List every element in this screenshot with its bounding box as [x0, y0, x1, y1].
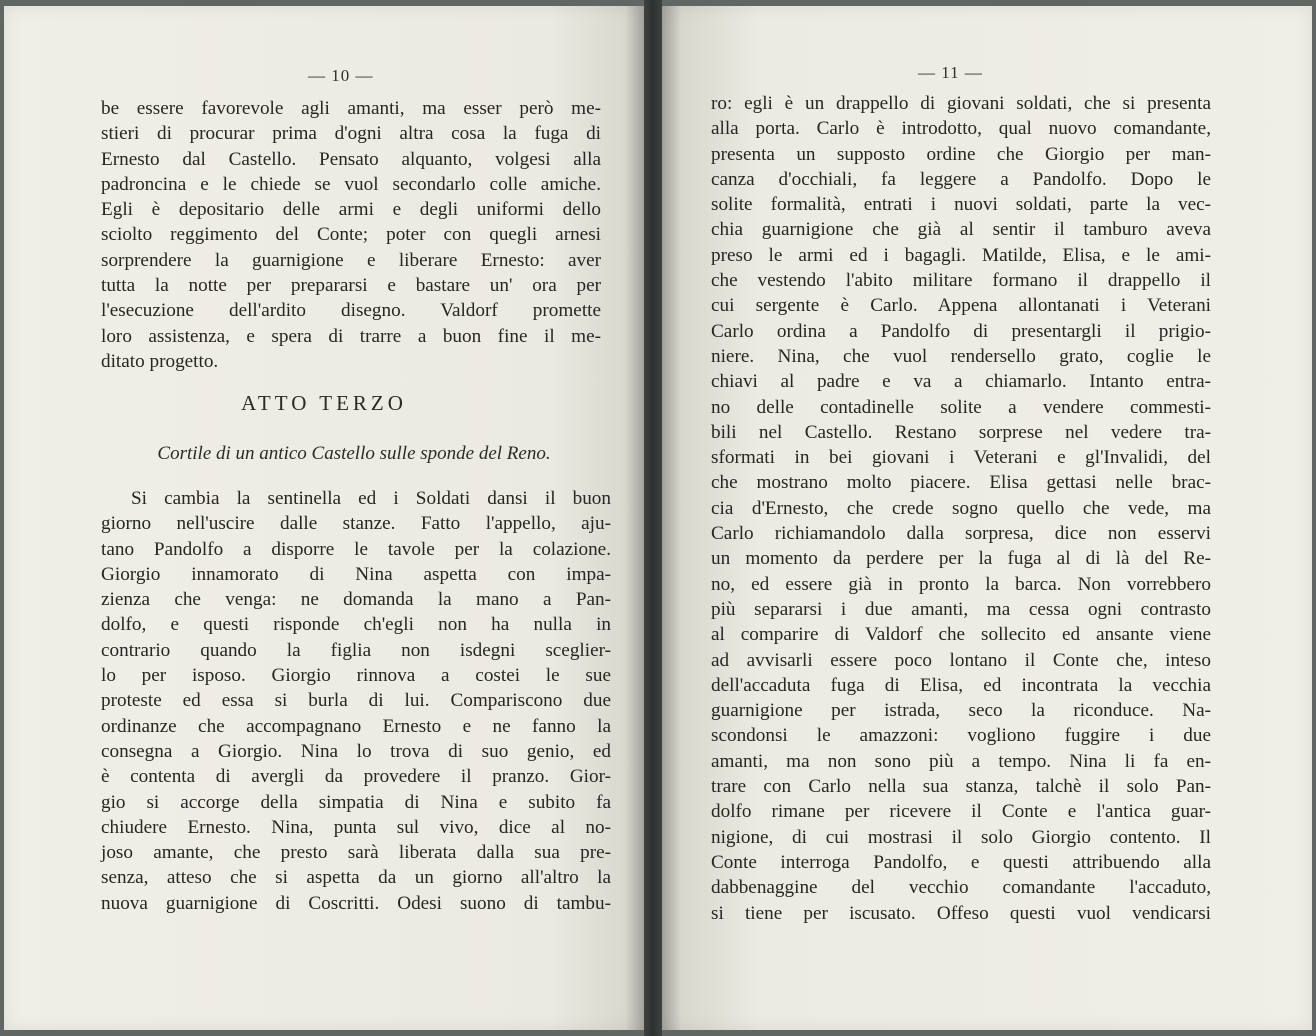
- text-line: che vestendo l'abito militare formano il drappello il: [711, 270, 1211, 292]
- text-line: dolfo rimane per ricevere il Conte e l'antica guar-: [711, 801, 1211, 823]
- text-line: si tiene per iscusato. Offeso questi vuol vendicarsi: [711, 902, 1211, 924]
- text-line: consegna a Giorgio. Nina lo trova di suo genio, ed: [101, 740, 611, 762]
- text-line: proteste ed essa si burla di lui. Compariscono due: [101, 690, 611, 712]
- text-line: sorprendere la guarnigione e liberare Ernesto: aver: [101, 249, 601, 271]
- text-line: che mostrano molto piacere. Elisa gettasi nelle brac-: [711, 472, 1211, 494]
- text-line: Carlo ordina a Pandolfo di presentargli il prigio-: [711, 320, 1211, 342]
- text-line: amanti, ma non sono più a tempo. Nina li fa en-: [711, 750, 1211, 772]
- text-line: cia d'Ernesto, che crede sogno quello che vede, ma: [711, 497, 1211, 519]
- left-page: [4, 6, 644, 1030]
- text-line: più separarsi i due amanti, ma cessa ogni contrasto: [711, 598, 1211, 620]
- right-page: [662, 6, 1312, 1030]
- book-gutter: [644, 0, 662, 1036]
- text-line: niere. Nina, che vuol rendersello grato, coglie le: [711, 345, 1211, 367]
- scene-description: Cortile di un antico Castello sulle sponde del Reno.: [157, 443, 551, 464]
- text-line: ditato progetto.: [101, 350, 219, 372]
- text-line: ad avvisarli essere poco lontano il Conte che, inteso: [711, 649, 1211, 671]
- text-line: sciolto reggimento del Conte; poter con quegli arnesi: [101, 224, 601, 246]
- text-line: tano Pandolfo a disporre le tavole per la colazione.: [101, 538, 611, 560]
- text-line: bili nel Castello. Restano sorprese nel vedere tra-: [711, 421, 1211, 443]
- text-line: al comparire di Valdorf che sollecito ed ansante viene: [711, 624, 1211, 646]
- text-line: sformati in bei giovani i Veterani e gl'Invalidi, del: [711, 447, 1211, 469]
- paragraph-intro: [101, 96, 601, 374]
- page-number-left: — 10 —: [308, 66, 374, 85]
- act-title: ATTO TERZO: [241, 391, 407, 415]
- text-line: cui sergente è Carlo. Appena allontanati i Veterani: [711, 295, 1211, 317]
- text-line: joso amante, che presto sarà liberata dalla sua pre-: [101, 842, 611, 864]
- text-line: guarnigione per istrada, seco la riconduce. Na-: [711, 700, 1211, 722]
- text-line: Egli è depositario delle armi e degli uniformi dello: [101, 199, 601, 221]
- text-line: dell'accaduta fuga di Elisa, ed incontrata la vecchia: [711, 674, 1211, 696]
- text-line: canza d'occhiali, fa leggere a Pandolfo. Dopo le: [711, 168, 1211, 190]
- text-line: Carlo richiamandolo dalla sorpresa, dice non esservi: [711, 523, 1211, 545]
- text-line: giorno nell'uscire dalle stanze. Fatto l'appello, aju-: [101, 513, 611, 535]
- text-line: no delle contadinelle solite a vendere commesti-: [711, 396, 1211, 418]
- text-line: Si cambia la sentinella ed i Soldati dansi il buon: [131, 488, 611, 509]
- text-line: Ernesto dal Castello. Pensato alquanto, volgesi alla: [101, 148, 601, 170]
- text-line: Giorgio innamorato di Nina aspetta con impa-: [101, 563, 611, 585]
- text-line: nuova guarnigione di Coscritti. Odesi suono di tambu-: [101, 892, 611, 914]
- text-line: padroncina e le chiede se vuol secondarlo colle amiche.: [101, 173, 601, 195]
- text-line: l'esecuzione dell'ardito disegno. Valdorf promette: [101, 300, 601, 322]
- text-line: loro assistenza, e spera di trarre a buon fine il me-: [101, 325, 601, 347]
- text-line: dolfo, e questi risponde ch'egli non ha nulla in: [101, 614, 611, 636]
- text-line: dabbenaggine del vecchio comandante l'accaduto,: [711, 877, 1211, 899]
- text-line: gio si accorge della simpatia di Nina e subito fa: [101, 791, 611, 813]
- text-line: scondonsi le amazzoni: vogliono fuggire i due: [711, 725, 1211, 747]
- paragraph-act-three: [101, 486, 611, 916]
- text-line: chiavi al padre e va a chiamarlo. Intanto entra-: [711, 371, 1211, 393]
- text-line: Conte interroga Pandolfo, e questi attribuendo alla: [711, 851, 1211, 873]
- text-line: alla porta. Carlo è introdotto, qual nuovo comandante,: [711, 118, 1211, 140]
- text-line: no, ed essere già in pronto la barca. Non vorrebbero: [711, 573, 1211, 595]
- text-line: tutta la notte per prepararsi e bastare un' ora per: [101, 275, 601, 297]
- text-line: ro: egli è un drappello di giovani soldati, che si presenta: [711, 93, 1211, 114]
- text-line: chiudere Ernesto. Nina, punta sul vivo, dice al no-: [101, 816, 611, 838]
- text-line: trare con Carlo nella sua stanza, talchè il solo Pan-: [711, 776, 1211, 798]
- text-line: nigione, di cui mostrasi il solo Giorgio contento. Il: [711, 826, 1211, 848]
- text-line: stieri di procurar prima d'ogni altra cosa la fuga di: [101, 123, 601, 145]
- text-line: be essere favorevole agli amanti, ma esser però me-: [101, 98, 601, 119]
- text-line: ordinanze che accompagnano Ernesto e ne fanno la: [101, 715, 611, 737]
- text-line: lo per isposo. Giorgio rinnova a costei le sue: [101, 665, 611, 687]
- text-line: è contenta di avergli da provedere il pranzo. Gior-: [101, 766, 611, 788]
- paragraph-continued: [711, 91, 1211, 926]
- text-line: solite formalità, entrati i nuovi soldati, parte la vec-: [711, 194, 1211, 216]
- text-line: preso le armi ed i bagagli. Matilde, Elisa, e le ami-: [711, 244, 1211, 266]
- text-line: un momento da perdere per la fuga al di là del Re-: [711, 548, 1211, 570]
- text-line: chia guarnigione che già al sentir il tamburo aveva: [711, 219, 1211, 241]
- text-line: presenta un supposto ordine che Giorgio per man-: [711, 143, 1211, 165]
- text-line: zienza che venga: ne domanda la mano a Pan-: [101, 589, 611, 611]
- text-line: senza, atteso che si aspetta da un giorno all'altro la: [101, 867, 611, 889]
- page-number-right: — 11 —: [918, 63, 983, 82]
- text-line: contrario quando la figlia non isdegni sceglier-: [101, 639, 611, 661]
